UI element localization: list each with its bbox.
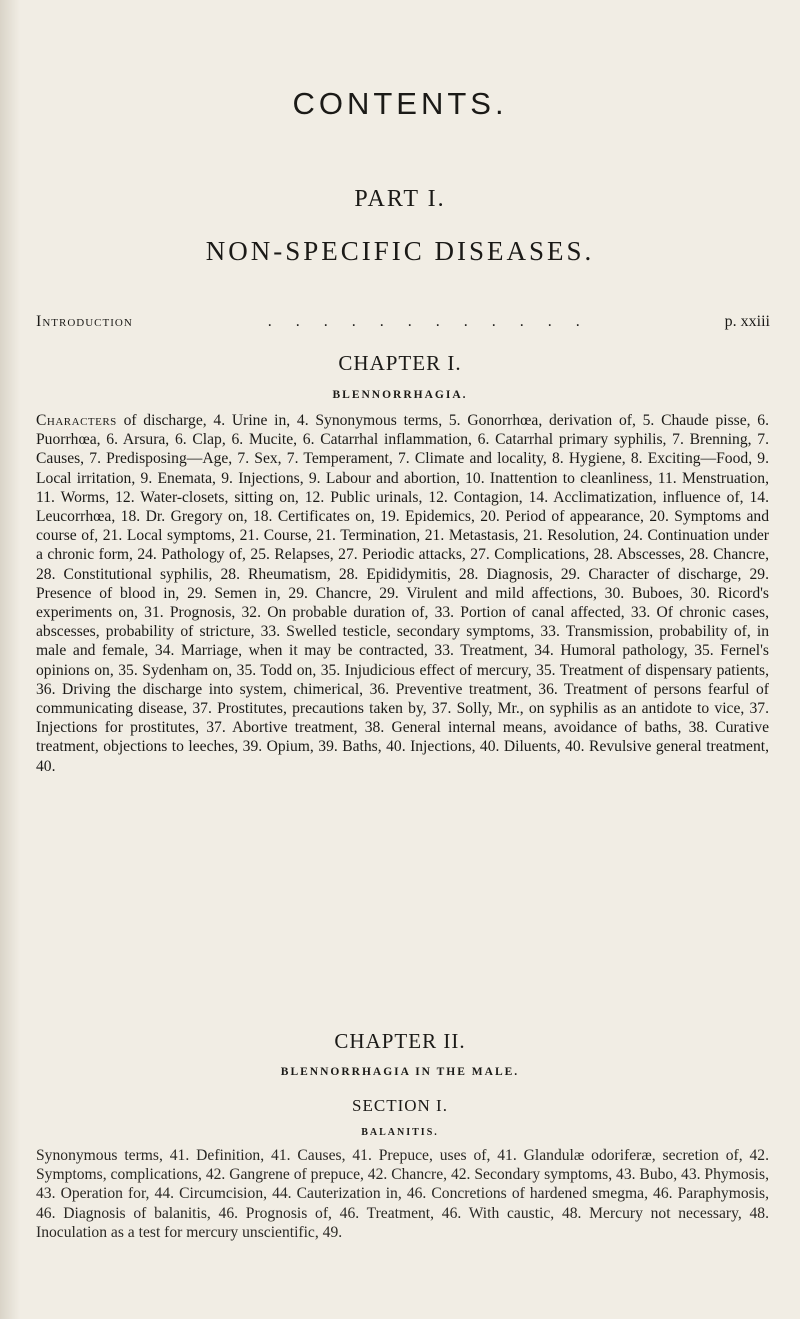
section-1-entries: Synonymous terms, 41. Definition, 41. Causes, 41. Prepuce, uses of, 41. Glandulæ odoriferæ, secretion of, 42. Symptoms, complications, 42. Gangrene of prepuce, 42. Chancre, 42. Secondary symptoms, 43. Bubo, 43. Phymosis, 43. Operation for, 44. Circumcision, 44. Cauterization in, 46. Concretions of hardened smegma, 46. Paraphymosis, 46. Diagnosis of balanitis, 46. Prognosis of, 46. Treatment, 46. With caustic, 48. Mercury not necessary, 48. Inoculation as a test for mercury unscientific, 49.: [36, 1147, 769, 1241]
chapter-2-heading: CHAPTER II.: [334, 1029, 466, 1053]
chapter-1-lead-word: Characters: [36, 412, 117, 429]
leader-dots: . . . . . . . . . . . .: [267, 313, 590, 330]
section-1-heading: SECTION I.: [352, 1096, 448, 1115]
introduction-page: p. xxiii: [724, 313, 770, 330]
chapter-1-subject: BLENNORRHAGIA.: [332, 389, 468, 401]
chapter-1-heading: CHAPTER I.: [338, 351, 462, 375]
introduction-entry: [36, 313, 770, 331]
part-subtitle: NON-SPECIFIC DISEASES.: [205, 236, 595, 266]
chapter-2-subject: BLENNORRHAGIA IN THE MALE.: [280, 1066, 520, 1078]
introduction-label: Introduction: [36, 313, 133, 330]
chapter-1-entries: [36, 411, 769, 776]
contents-title: CONTENTS.: [292, 86, 508, 121]
part-title: PART I.: [354, 186, 446, 212]
section-1-subject: BALANITIS.: [361, 1127, 439, 1138]
chapter-1-text: of discharge, 4. Urine in, 4. Synonymous terms, 5. Gonorrhœa, derivation of, 5. Chaude pisse, 6. Puorrhœa, 6. Arsura, 6. Clap, 6. Mucite, 6. Catarrhal inflammation, 6. Catarrhal primary syphilis, 7. Brenning, 7. Causes, 7. Predisposing—Age, 7. Sex, 7. Temperament, 7. Climate and locality, 8. Hygiene, 8. Exciting—Food, 9. Local irritation, 9. Enemata, 9. Injections, 9. Labour and abortion, 10. Inattention to cleanliness, 11. Menstruation, 11. Worms, 12. Water-closets, sitting on, 12. Public urinals, 12. Contagion, 14. Acclimatization, influence of, 14. Leucorrhœa, 18. Dr. Gregory on, 18. Certificates on, 19. Epidemics, 20. Period of appearance, 20. Symptoms and course of, 21. Local symptoms, 21. Course, 21. Termination, 21. Metastasis, 21. Resolution, 24. Continuation under a chronic form, 24. Pathology of, 25. Relapses, 27. Periodic attacks, 27. Complications, 28. Abscesses, 28. Chancre, 28. Constitutional syphilis, 28. Rheumatism, 28. Epididymitis, 28. Diagnosis, 29. Character of discharge, 29. Presence of blood in, 29. Semen in, 29. Chancre, 29. Virulent and mild affections, 30. Buboes, 30. Ricord's experiments on, 31. Prognosis, 32. On probable duration of, 33. Portion of canal affected, 33. Of chronic cases, abscesses, probability of stricture, 33. Swelled testicle, secondary symptoms, 33. Transmission, probability of, in male and female, 34. Marriage, when it may be contracted, 33. Treatment, 34. Humoral pathology, 35. Fernel's opinions on, 35. Sydenham on, 35. Todd on, 35. Injudicious effect of mercury, 35. Treatment of dispensary patients, 36. Driving the discharge into system, chimerical, 36. Preventive treatment, 36. Treatment of persons fearful of communicating disease, 37. Prostitutes, precautions taken by, 37. Solly, Mr., on syphilis as an antidote to vice, 37. Injections for prostitutes, 37. Abortive treatment, 38. General internal means, avoidance of baths, 38. Curative treatment, objections to leeches, 39. Opium, 39. Baths, 40. Injections, 40. Diluents, 40. Revulsive general treatment, 40.: [36, 412, 769, 775]
